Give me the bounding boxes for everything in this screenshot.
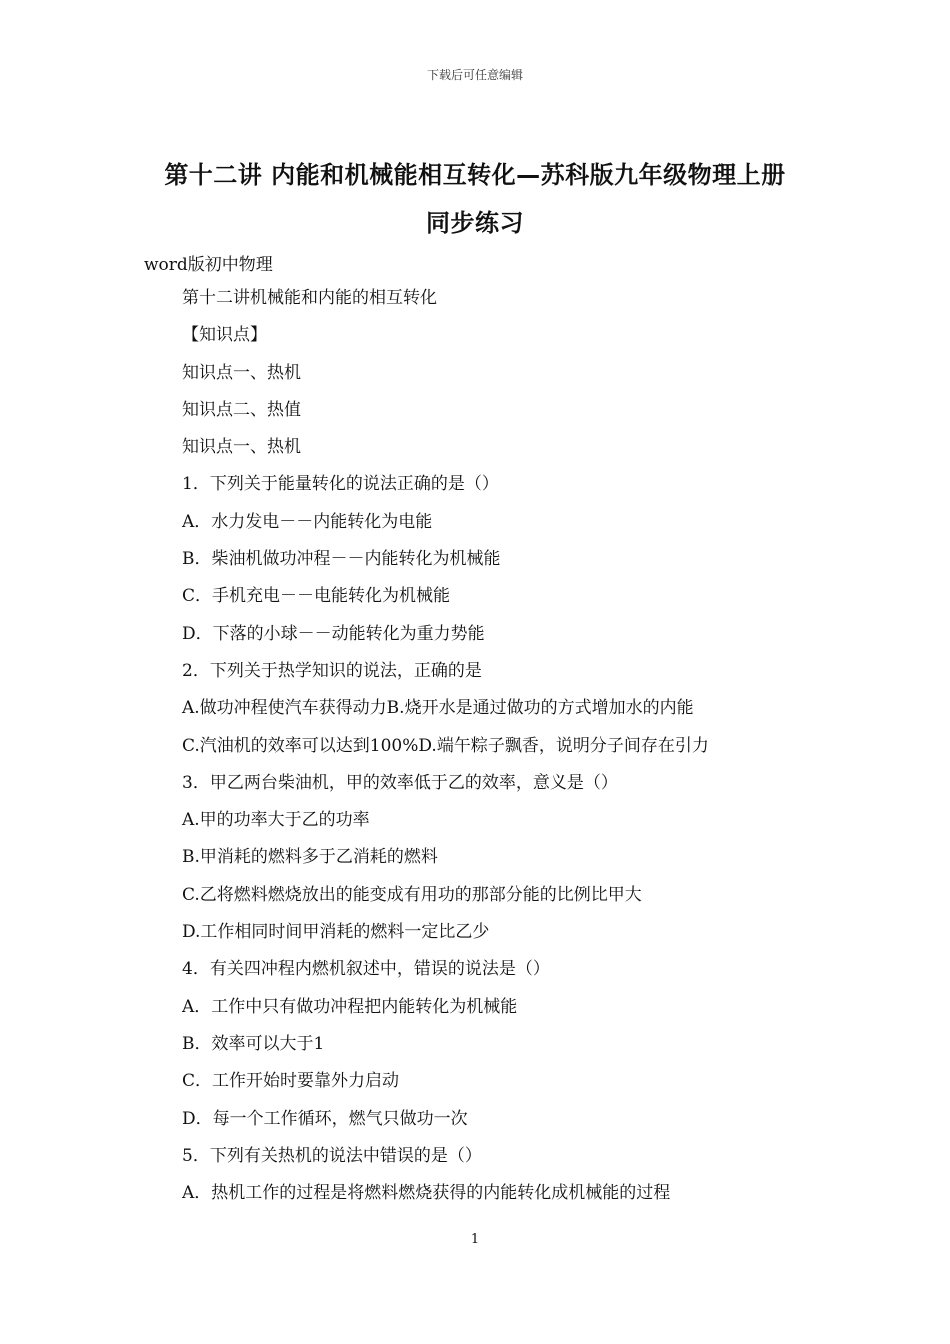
text-line: A.做功冲程使汽车获得动力B.烧开水是通过做功的方式增加水的内能 [182, 698, 694, 719]
text-line: 1．下列关于能量转化的说法正确的是（） [182, 474, 499, 495]
text-line: 知识点一、热机 [182, 437, 301, 458]
text-line: 知识点二、热值 [182, 399, 301, 420]
text-line: A．水力发电－－内能转化为电能 [182, 511, 433, 532]
text-line: B．效率可以大于1 [182, 1033, 325, 1054]
text-line: 【知识点】 [182, 325, 267, 346]
document-title-line-1: 第十二讲 内能和机械能相互转化—苏科版九年级物理上册 [164, 161, 786, 189]
text-line: B．柴油机做功冲程－－内能转化为机械能 [182, 549, 501, 570]
text-line: C．手机充电－－电能转化为机械能 [182, 586, 451, 607]
text-line: 4．有关四冲程内燃机叙述中，错误的说法是（） [182, 959, 550, 980]
text-line: 2．下列关于热学知识的说法，正确的是 [182, 660, 482, 681]
text-line: 3．甲乙两台柴油机，甲的效率低于乙的效率，意义是（） [182, 772, 618, 793]
subject-label: word版初中物理 [144, 255, 273, 275]
text-line: C.乙将燃料燃烧放出的能变成有用功的那部分能的比例比甲大 [182, 884, 642, 905]
text-line: A.甲的功率大于乙的功率 [182, 810, 370, 831]
text-line: B.甲消耗的燃料多于乙消耗的燃料 [182, 847, 438, 868]
text-line: A．热机工作的过程是将燃料燃烧获得的内能转化成机械能的过程 [182, 1183, 671, 1204]
text-line: D．每一个工作循环，燃气只做功一次 [182, 1108, 468, 1129]
text-line: 第十二讲机械能和内能的相互转化 [182, 288, 437, 308]
text-line: A．工作中只有做功冲程把内能转化为机械能 [182, 996, 518, 1017]
text-line: D.工作相同时间甲消耗的燃料一定比乙少 [182, 922, 490, 943]
document-body [182, 286, 822, 1218]
text-line: D．下落的小球－－动能转化为重力势能 [182, 623, 485, 644]
text-line: C．工作开始时要靠外力启动 [182, 1071, 400, 1092]
page-header: 下载后可任意编辑 [426, 68, 523, 82]
text-line: C.汽油机的效率可以达到100%D.端午粽子飘香，说明分子间存在引力 [182, 735, 709, 756]
page-number: 1 [470, 1232, 480, 1247]
document-title-line-2: 同步练习 [426, 209, 524, 237]
text-line: 知识点一、热机 [182, 362, 301, 383]
text-line: 5．下列有关热机的说法中错误的是（） [182, 1145, 482, 1166]
